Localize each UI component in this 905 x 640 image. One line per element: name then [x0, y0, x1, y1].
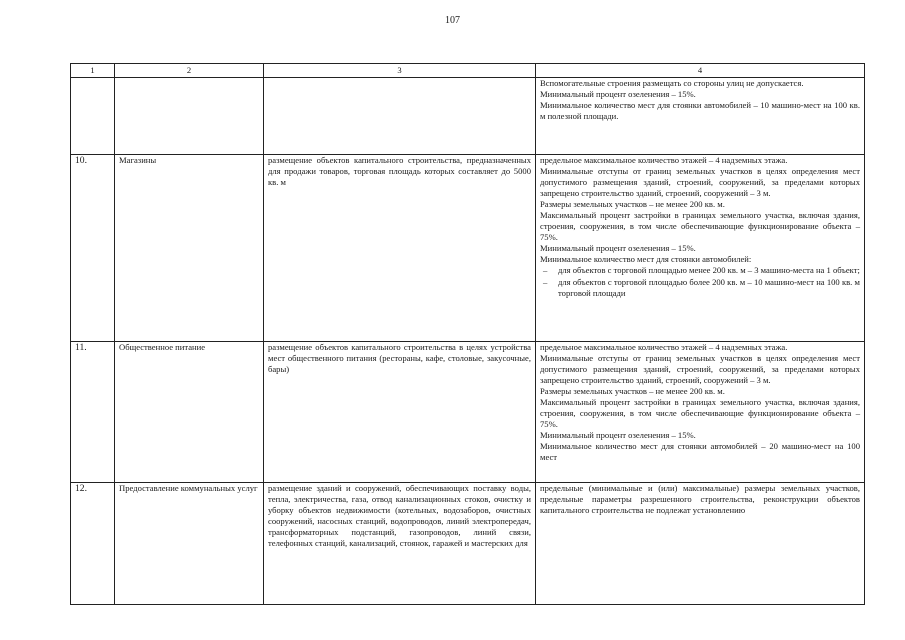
use-description: [264, 483, 536, 605]
param-line: Размеры земельных участков – не менее 200 кв. м.: [540, 199, 725, 210]
param-line: предельное максимальное количество этажей – 4 надземных этажа.: [540, 342, 788, 352]
table-row: [71, 342, 865, 483]
param-line: Минимальный процент озеленения – 15%.: [540, 89, 696, 100]
use-parameters: [536, 155, 865, 342]
use-name: Общественное питание: [115, 342, 264, 483]
header-col-2: 2: [115, 64, 264, 78]
param-line: Минимальное количество мест для стоянки автомобилей:: [540, 254, 752, 265]
param-line: предельные (минимальные и (или) максимальные) размеры земельных участков, предельные параметры разрешенного строительства, реконструкции объектов капитального строительства не подлежат установлению: [540, 483, 860, 516]
param-line: Минимальный процент озеленения – 15%.: [540, 430, 696, 441]
param-line: Минимальные отступы от границ земельных участков в целях определения мест допустимого размещения зданий, строений, сооружений, за пределами которых запрещено строительство зданий, строений, сооружений – 3 м.: [540, 166, 860, 199]
dash-bullet: –: [543, 265, 548, 276]
param-line: Вспомогательные строения размещать со стороны улиц не допускается.: [540, 78, 804, 88]
use-parameters: [536, 342, 865, 483]
param-line: Минимальное количество мест для стоянки автомобилей – 20 машино-мест на 100 мест: [540, 441, 860, 463]
param-line: Размеры земельных участков – не менее 200 кв. м.: [540, 386, 725, 397]
zoning-table: [70, 63, 865, 605]
row-number: 10.: [71, 155, 115, 342]
use-name: Предоставление коммунальных услуг: [115, 483, 264, 605]
description-clip: размещение зданий и сооружений, обеспечивающих поставку воды, тепла, электричества, газа, отвод канализационных стоков, очистку и уборку объектов недвижимости (котельных, водозаборов, очистных сооружений, насосных станций, водопроводов, линий электропередач, трансформаторных подстанций, газопроводов, линий связи, телефонных станций, канализаций, стоянок, гаражей и мастерских для: [268, 483, 531, 549]
header-row: [71, 64, 865, 78]
table-row: [71, 155, 865, 342]
header-col-3: 3: [264, 64, 536, 78]
param-line: Минимальное количество мест для стоянки автомобилей – 10 машино-мест на 100 кв. м полезной площади.: [540, 100, 860, 122]
param-line: предельное максимальное количество этажей – 4 надземных этажа.: [540, 155, 788, 165]
param-line: Максимальный процент застройки в границах земельного участка, включая здания, строения, сооружения, в том числе обеспечивающие функционирование объекта – 75%.: [540, 210, 860, 243]
use-name: Магазины: [115, 155, 264, 342]
param-line: Минимальные отступы от границ земельных участков в целях определения мест допустимого размещения зданий, строений, сооружений, за пределами которых запрещено строительство зданий, строений, сооружений – 3 м.: [540, 353, 860, 386]
row-number: 11.: [71, 342, 115, 483]
header-col-4: 4: [536, 64, 865, 78]
list-item: – для объектов с торговой площадью менее 200 кв. м – 3 машино-места на 1 объект;: [543, 265, 860, 276]
use-parameters: [536, 483, 865, 605]
parking-list: [540, 265, 860, 298]
param-line: Максимальный процент застройки в границах земельного участка, включая здания, строения, сооружения, в том числе обеспечивающие функционирование объекта – 75%.: [540, 397, 860, 430]
table-row-continuation: [71, 78, 865, 155]
continuation-params: [536, 78, 865, 155]
dash-bullet: –: [543, 276, 548, 287]
use-description: размещение объектов капитального строительства, предназначенных для продажи товаров, торговая площадь которых составляет до 5000 кв. м: [264, 155, 536, 342]
use-description: размещение объектов капитального строительства в целях устройства мест общественного питания (рестораны, кафе, столовые, закусочные, бары): [264, 342, 536, 483]
table-row: [71, 483, 865, 605]
header-col-1: 1: [71, 64, 115, 78]
list-item: – для объектов с торговой площадью более 200 кв. м – 10 машино-мест на 100 кв. м торговой площади: [543, 276, 860, 298]
row-number: 12.: [71, 483, 115, 605]
page-number: 107: [445, 15, 460, 26]
param-line: Минимальный процент озеленения – 15%.: [540, 243, 696, 254]
